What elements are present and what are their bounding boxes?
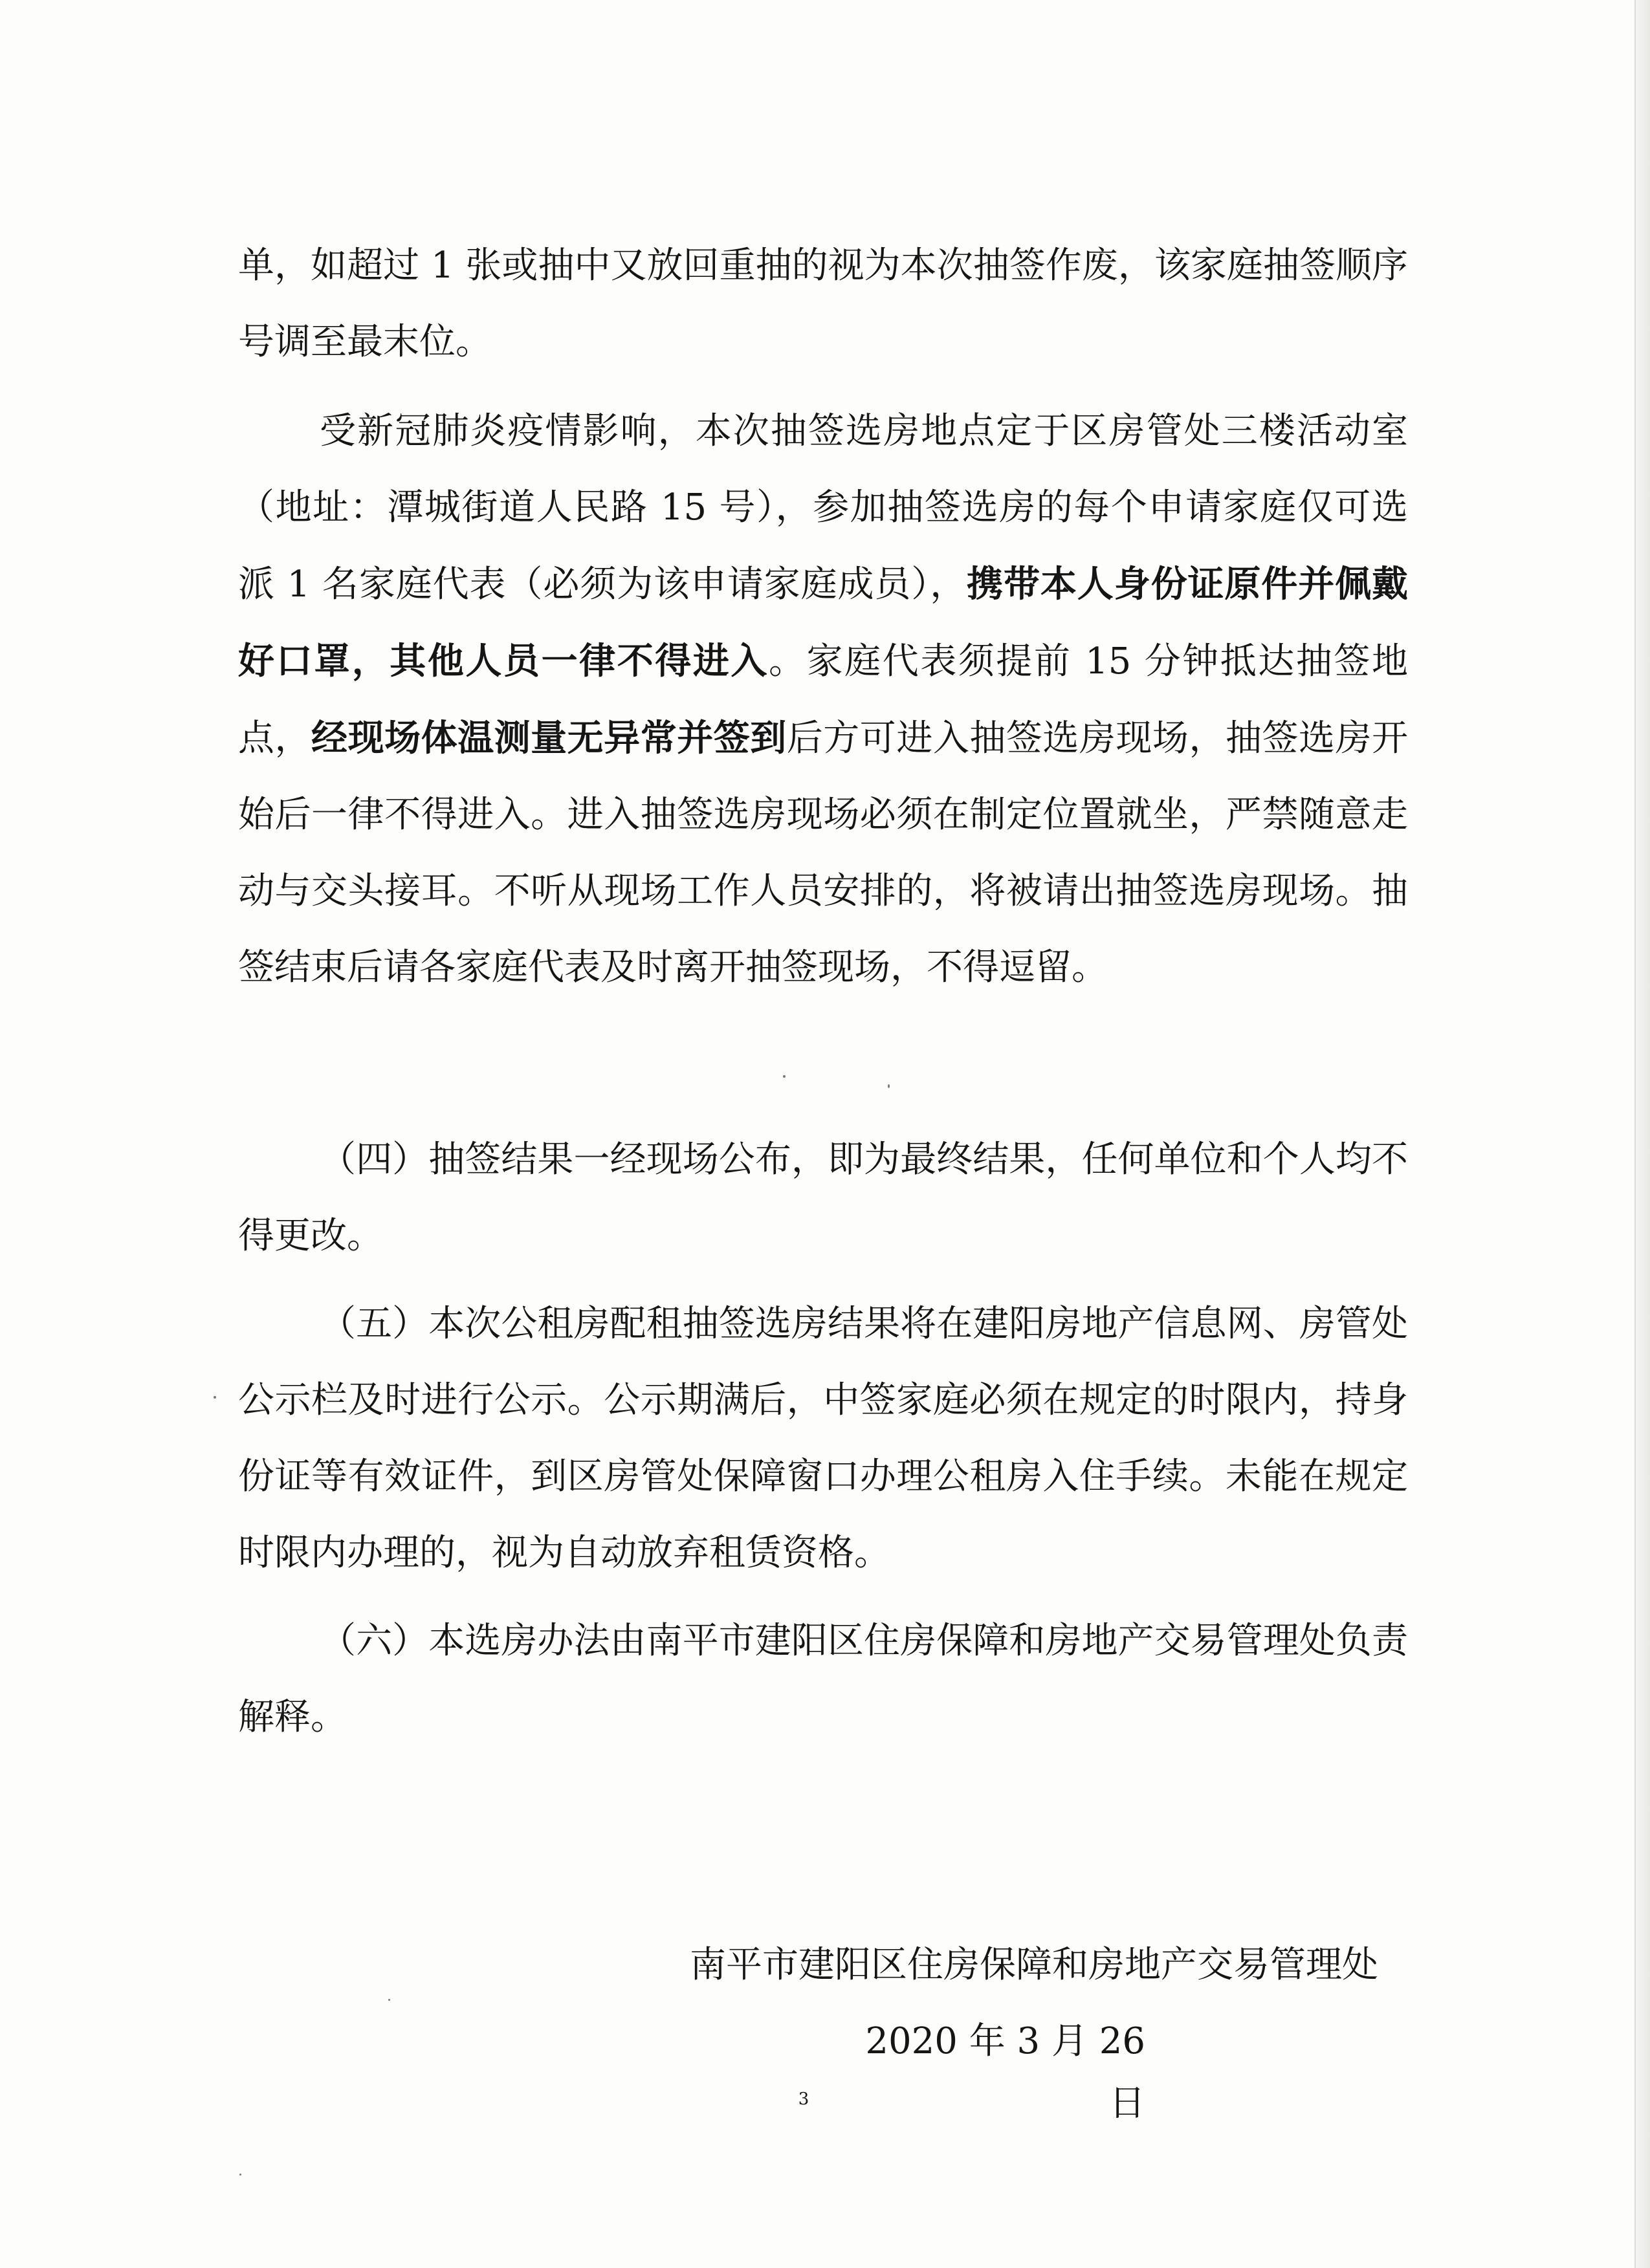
scan-speck: [214, 1396, 216, 1399]
paragraph-covid-arrangements: [238, 393, 1408, 1006]
covid-mid-text: 。家庭代表须提前 15 分钟抵达抽签地点，: [238, 640, 1409, 759]
covid-rest-text: 后方可进入抽签选房现场，抽签选房开始后一律不得进入。进入抽签选房现场必须在制定位置就坐，严禁随意走动与交头接耳。不听从现场工作人员安排的，将被请出抽签选房现场。抽签结束后请各家庭代表及时离开抽签现场，不得逗留。: [238, 717, 1409, 988]
scan-speck: [888, 1084, 890, 1088]
scan-speck: [783, 1075, 786, 1078]
paragraph-item-4: （四）抽签结果一经现场公布，即为最终结果，任何单位和个人均不得更改。: [238, 1139, 1408, 1257]
covid-intro-text: 受新冠肺炎疫情影响，本次抽签选房地点定于区房管处三楼活动室（地址：潭城街道人民路 15 号），参加抽签选房的每个申请家庭仅可选派 1 名家庭代表（必须为该申请家庭成员），: [238, 410, 1408, 605]
page-edge: [1636, 0, 1650, 2268]
issuer-signature: 南平市建阳区住房保障和房地产交易管理处: [690, 1944, 1378, 1986]
scan-speck: [239, 2174, 241, 2175]
paragraph-item-5: （五）本次公租房配租抽签选房结果将在建阳房地产信息网、房管处公示栏及时进行公示。公示期满后，中签家庭必须在规定的时限内，持身份证等有效证件，到区房管处保障窗口办理公租房入住手续。未能在规定时限内办理的，视为自动放弃租赁资格。: [238, 1303, 1408, 1574]
page-number: 3: [798, 2089, 809, 2109]
covid-bold-text-1: 携带本人身份证原件并佩戴好口罩，其他人员一律不得进入: [238, 563, 1408, 682]
scan-speck: [388, 1999, 390, 2001]
issue-date: 2020 年 3 月 26 日: [865, 2020, 1145, 2124]
covid-bold-text-2: 经现场体温测量无异常并签到: [311, 717, 787, 759]
paragraph-continuation: 单，如超过 1 张或抽中又放回重抽的视为本次抽签作废，该家庭抽签顺序号调至最末位。: [238, 245, 1408, 363]
paragraph-item-6: （六）本选房办法由南平市建阳区住房保障和房地产交易管理处负责解释。: [238, 1620, 1408, 1738]
